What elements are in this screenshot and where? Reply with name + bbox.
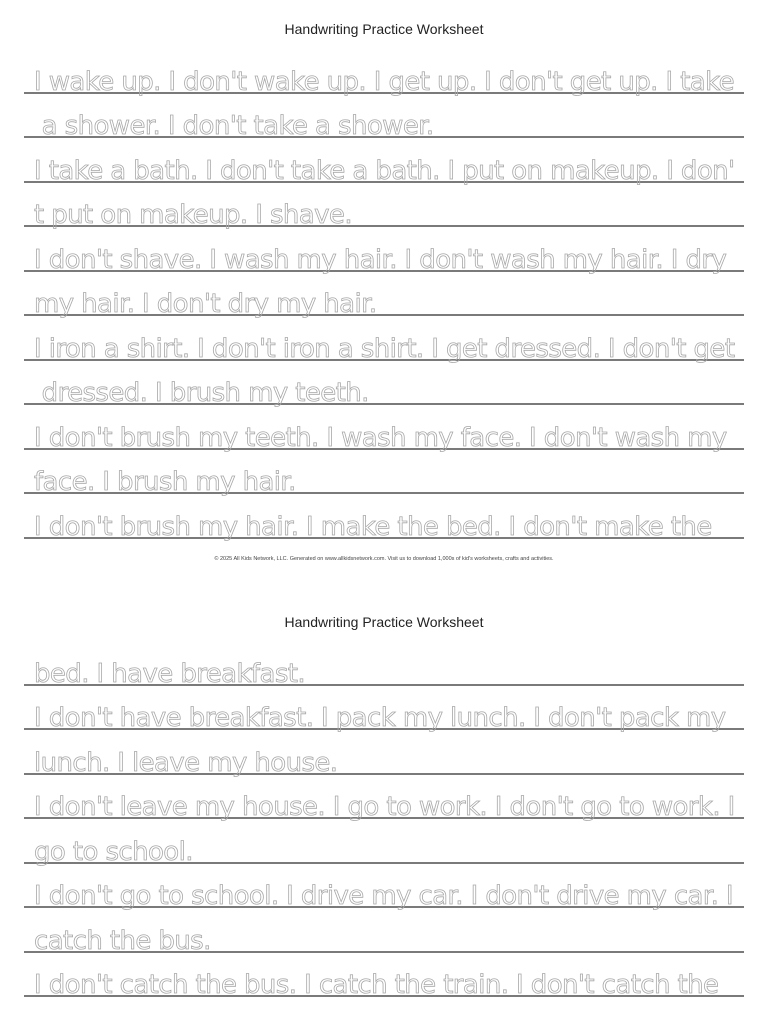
tracing-text: catch the bus. xyxy=(34,925,211,956)
tracing-text: I wake up. I don't wake up. I get up. I don't get up. I take xyxy=(34,66,735,97)
tracing-text: dressed. I brush my teeth. xyxy=(34,378,369,408)
tracing-line xyxy=(24,450,744,495)
tracing-line xyxy=(24,641,744,689)
copyright-footer: © 2025 All Kids Network, LLC. Generated on www.allkidsnetwork.com. Visit us to download 1,000s of kid's worksheets, crafts and activities. xyxy=(214,556,554,562)
tracing-line xyxy=(24,361,744,406)
tracing-text: t put on makeup. I shave. xyxy=(34,200,352,230)
tracing-line xyxy=(24,183,744,228)
tracing-text: I don't go to school. I drive my car. I don't drive my car. I xyxy=(34,881,733,911)
tracing-line xyxy=(24,775,744,820)
tracing-text: I take a bath. I don't take a bath. I put on makeup. I don' xyxy=(34,155,735,186)
tracing-text: I don't brush my teeth. I wash my face. I don't wash my xyxy=(34,422,727,453)
tracing-lines xyxy=(24,641,744,1000)
worksheet-page-2 xyxy=(0,592,768,1024)
page-title: Handwriting Practice Worksheet xyxy=(284,614,484,630)
tracing-line xyxy=(24,316,744,364)
tracing-line xyxy=(24,819,744,867)
tracing-text: I don't brush my hair. I make the bed. I don't make the xyxy=(34,511,712,542)
tracing-line xyxy=(24,227,744,275)
tracing-lines xyxy=(24,49,744,542)
tracing-text: lunch. I leave my house. xyxy=(34,747,338,778)
tracing-text: bed. I have breakfast. xyxy=(34,658,306,689)
tracing-line xyxy=(24,908,744,956)
tracing-text: go to school. xyxy=(34,836,193,867)
tracing-text: my hair. I don't dry my hair. xyxy=(34,289,377,319)
tracing-text: I don't shave. I wash my hair. I don't wash my hair. I dry xyxy=(34,244,727,275)
tracing-text: I don't leave my house. I go to work. I don't go to work. I xyxy=(34,792,735,822)
tracing-line xyxy=(24,405,744,453)
tracing-line xyxy=(24,953,744,998)
page-title: Handwriting Practice Worksheet xyxy=(284,21,484,37)
tracing-line xyxy=(24,730,744,778)
tracing-line xyxy=(24,272,744,317)
tracing-text: I iron a shirt. I don't iron a shirt. I get dressed. I don't get xyxy=(34,333,735,364)
tracing-line xyxy=(24,138,744,186)
tracing-line xyxy=(24,864,744,909)
tracing-line xyxy=(24,94,744,139)
tracing-line xyxy=(24,494,744,542)
tracing-line xyxy=(24,49,744,97)
tracing-line xyxy=(24,686,744,731)
tracing-text: face. I brush my hair. xyxy=(34,467,296,497)
tracing-text: a shower. I don't take a shower. xyxy=(34,111,434,141)
tracing-text: I don't have breakfast. I pack my lunch. I don't pack my xyxy=(34,703,726,733)
tracing-text: I don't catch the bus. I catch the train. I don't catch the xyxy=(34,970,719,1000)
